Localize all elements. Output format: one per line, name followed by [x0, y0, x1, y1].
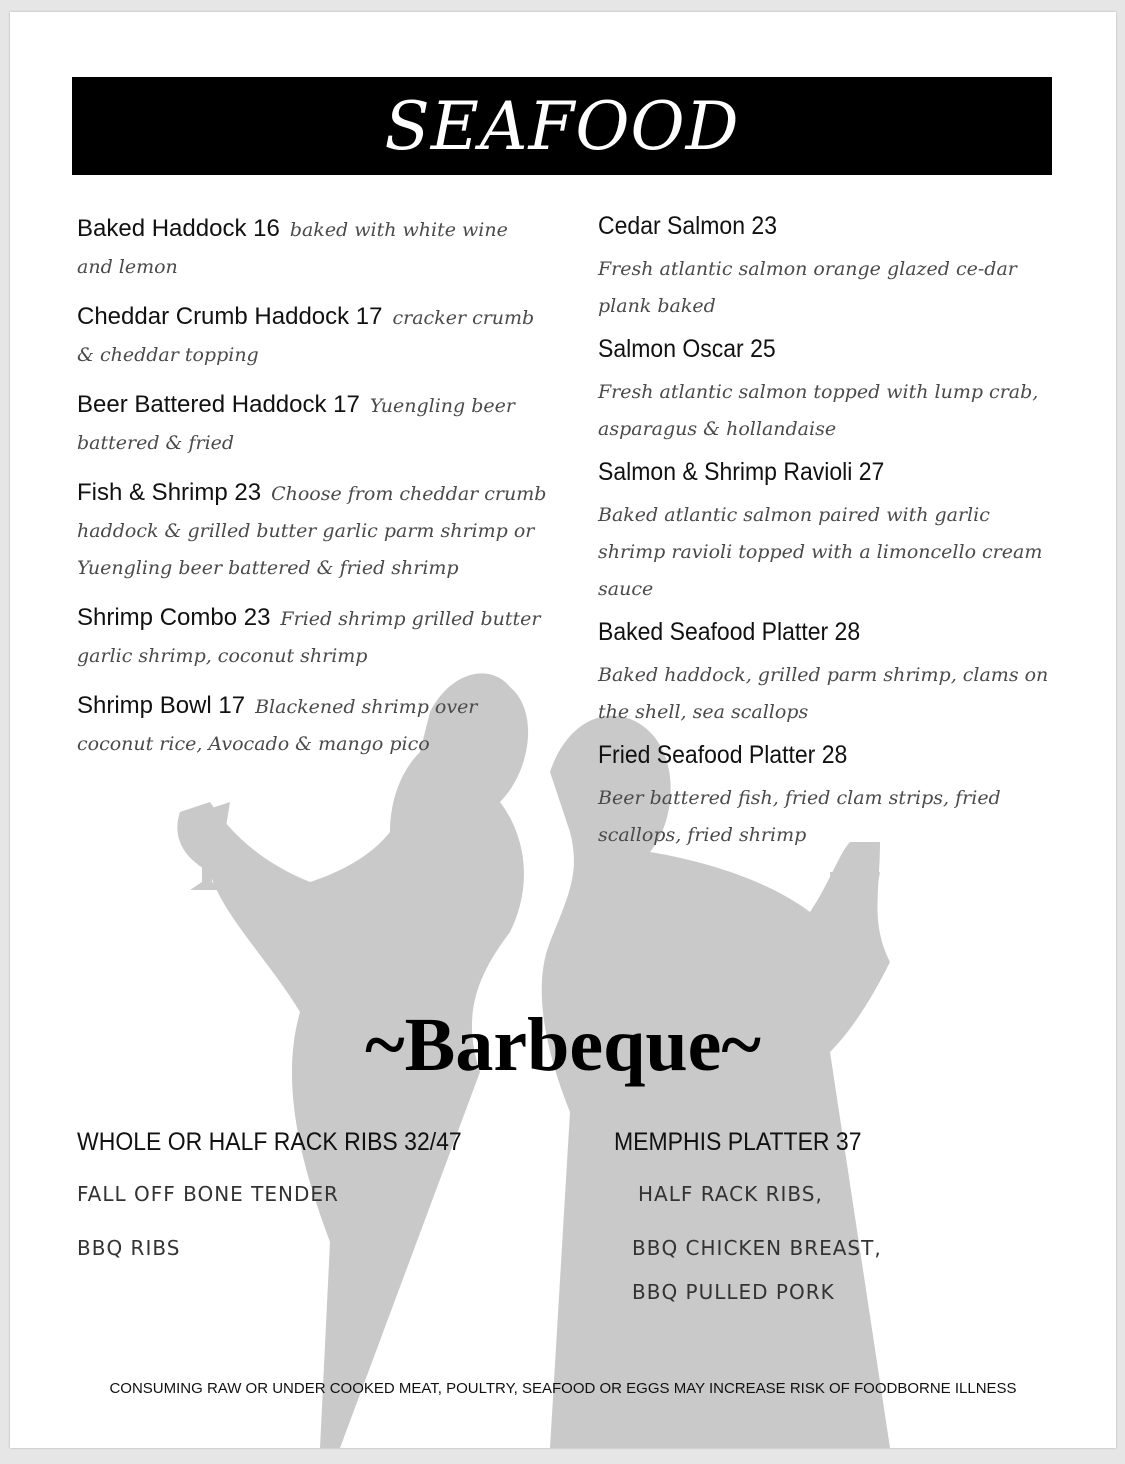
menu-item: [598, 741, 1058, 854]
seafood-right-column: [598, 212, 1058, 864]
menu-page: [10, 12, 1116, 1448]
menu-item: [77, 388, 547, 462]
item-name: Baked Haddock 16: [77, 215, 280, 242]
seafood-banner: [72, 77, 1052, 175]
bbq-item-line: FALL OFF BONE TENDER: [77, 1182, 339, 1206]
item-name: Cheddar Crumb Haddock 17: [77, 303, 383, 330]
item-name: Shrimp Bowl 17: [77, 692, 246, 719]
foodborne-illness-disclaimer: CONSUMING RAW OR UNDER COOKED MEAT, POULTRY, SEAFOOD OR EGGS MAY INCREASE RISK OF FOODBORNE ILLNESS: [109, 1380, 1017, 1397]
item-description: Blackened shrimp over coconut rice, Avocado & mango pico: [77, 696, 478, 755]
menu-item: [598, 212, 1058, 325]
bbq-item-line: BBQ RIBS: [77, 1236, 181, 1260]
item-description: Yuengling beer battered & fried: [77, 395, 515, 454]
menu-item: [77, 212, 547, 286]
menu-item: [77, 689, 547, 763]
item-description: baked with white wine and lemon: [77, 219, 508, 278]
menu-item: [77, 601, 547, 675]
seafood-title: SEAFOOD: [384, 87, 740, 165]
item-name: Salmon & Shrimp Ravioli 27: [598, 458, 885, 486]
item-name: Salmon Oscar 25: [598, 335, 776, 363]
item-description: Baked haddock, grilled parm shrimp, clams on the shell, sea scallops: [598, 664, 1049, 723]
barbeque-title: ~Barbeque~: [365, 1003, 761, 1087]
item-name: Baked Seafood Platter 28: [598, 618, 861, 646]
item-description: Baked atlantic salmon paired with garlic shrimp ravioli topped with a limoncello cream sauce: [598, 504, 1043, 600]
item-name: Shrimp Combo 23: [77, 604, 271, 631]
bbq-item-name: MEMPHIS PLATTER 37: [614, 1128, 862, 1156]
item-name: Cedar Salmon 23: [598, 212, 777, 240]
item-description: Fried shrimp grilled butter garlic shrimp, coconut shrimp: [77, 608, 541, 667]
menu-item: [77, 476, 547, 587]
bbq-item-name: WHOLE OR HALF RACK RIBS 32/47: [77, 1128, 462, 1156]
menu-item: [598, 335, 1058, 448]
item-description: Fresh atlantic salmon orange glazed ce-dar plank baked: [598, 258, 1017, 317]
item-description: Choose from cheddar crumb haddock & grilled butter garlic parm shrimp or Yuengling beer battered & fried shrimp: [77, 483, 547, 579]
menu-item: [598, 618, 1058, 731]
bbq-item-line: HALF RACK RIBS,: [638, 1182, 823, 1206]
item-name: Fried Seafood Platter 28: [598, 741, 848, 769]
seafood-left-column: [77, 212, 547, 777]
item-name: Fish & Shrimp 23: [77, 479, 262, 506]
item-description: cracker crumb & cheddar topping: [77, 307, 535, 366]
menu-item: [77, 300, 547, 374]
menu-item: [598, 458, 1058, 608]
bbq-item-line: BBQ PULLED PORK: [632, 1280, 835, 1304]
bbq-item-line: BBQ CHICKEN BREAST,: [632, 1236, 882, 1260]
item-description: Beer battered fish, fried clam strips, fried scallops, fried shrimp: [598, 787, 1001, 846]
item-name: Beer Battered Haddock 17: [77, 391, 360, 418]
item-description: Fresh atlantic salmon topped with lump crab, asparagus & hollandaise: [598, 381, 1039, 440]
